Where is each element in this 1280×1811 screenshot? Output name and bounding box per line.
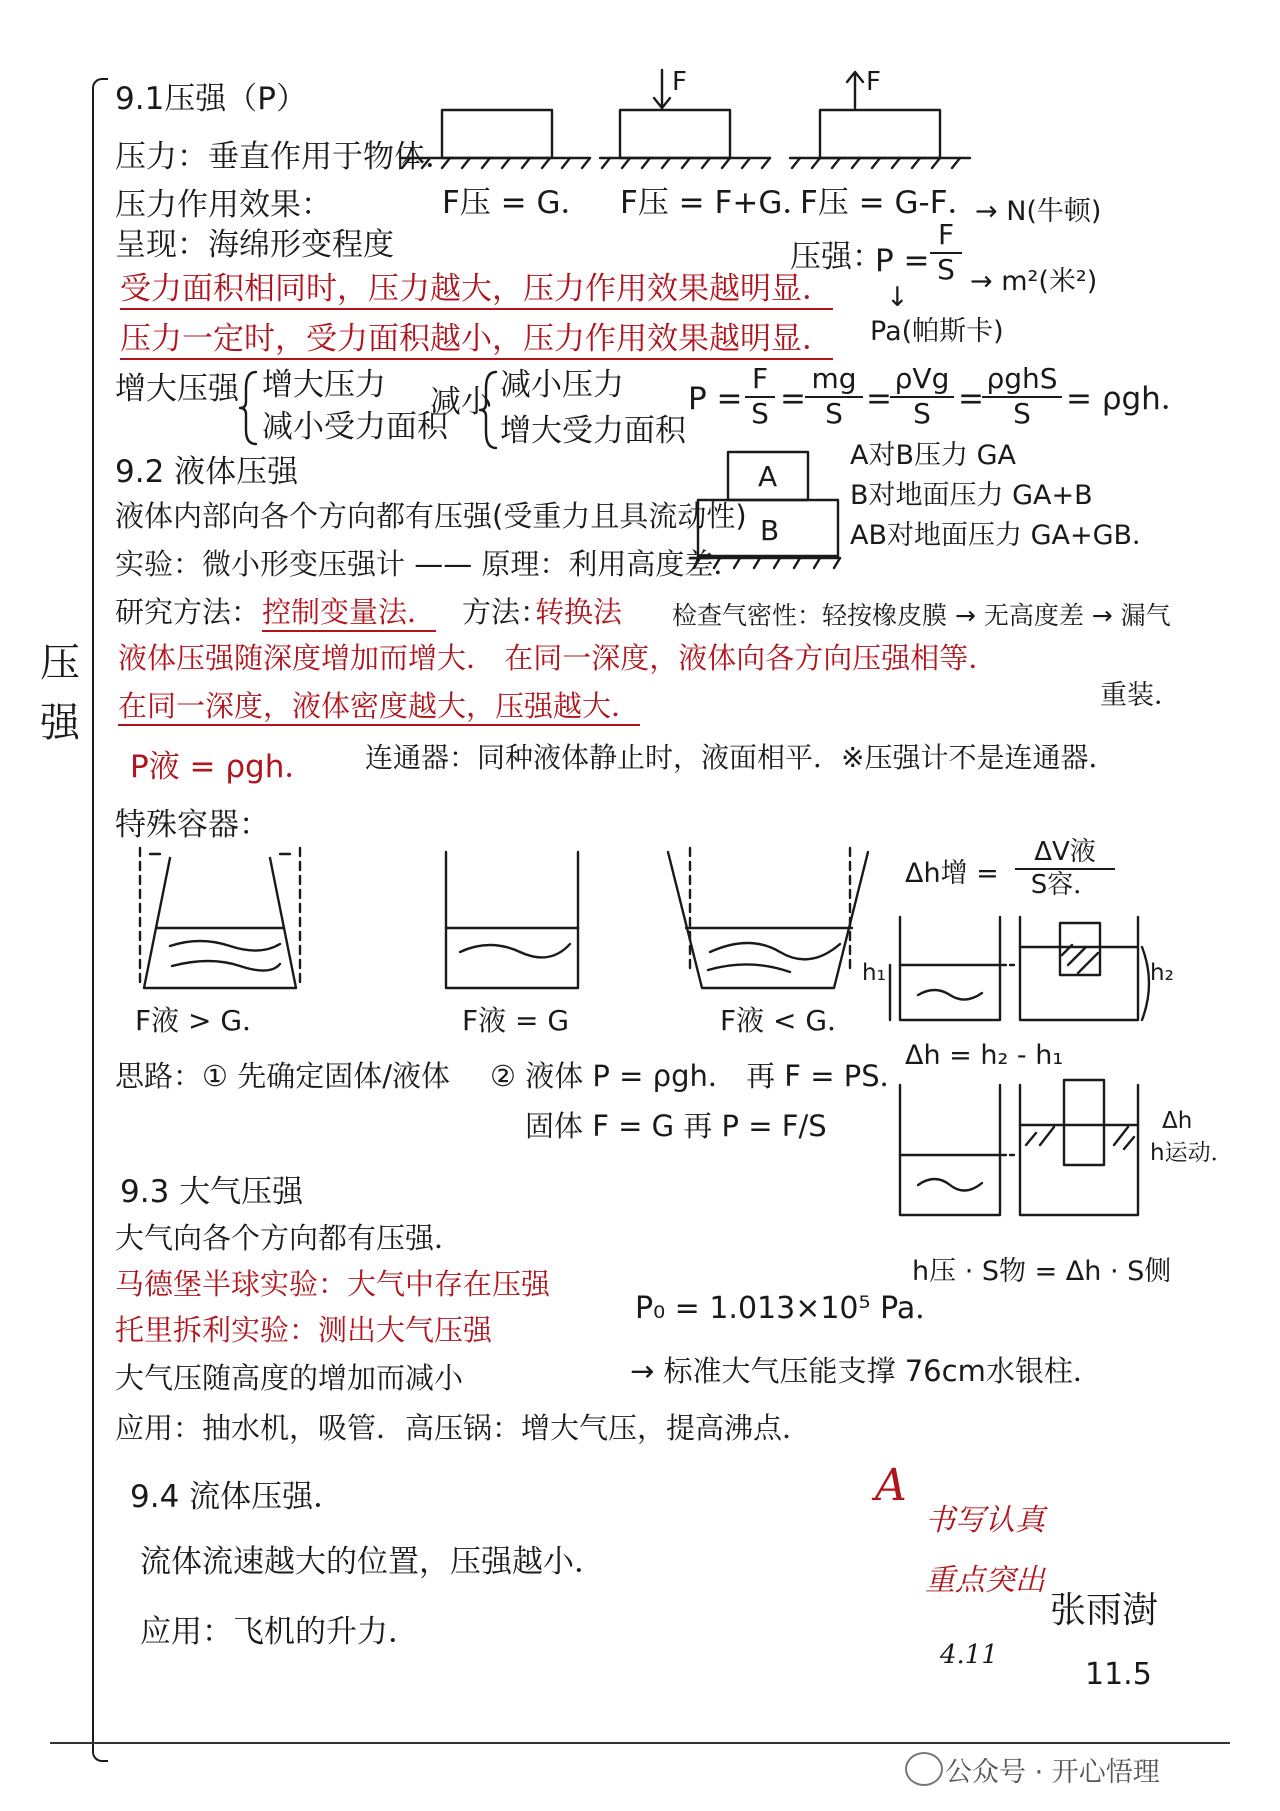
frac-den: S — [751, 396, 769, 430]
container-1-result: F液 > G． — [135, 1004, 271, 1037]
formula-frac-rghs-s — [982, 364, 1062, 430]
container-2-result: F液 = G — [462, 1004, 570, 1037]
frac-den: S — [825, 396, 843, 430]
pressure-effect-display: 呈现：海绵形变程度 — [115, 227, 394, 263]
watermark: 公众号 · 开心悟理 — [945, 1757, 1160, 1788]
ab-force-3: AB对地面压力 GA+GB． — [850, 520, 1160, 551]
special-container-title: 特殊容器： — [115, 807, 270, 843]
date-note: 11.5 — [1085, 1657, 1152, 1692]
airtightness-check: 检查气密性：轻按橡皮膜 → 无高度差 → 漏气 — [672, 601, 1171, 630]
pressure-def-label: 压强： — [790, 239, 883, 275]
thinking-step-1: 思路：① 先确定固体/液体 — [115, 1059, 450, 1093]
pressure-def-p: P = — [875, 243, 930, 279]
up-force-arrow — [847, 72, 863, 108]
conclusion-same-force — [120, 322, 833, 358]
frac-num: mg — [811, 362, 857, 395]
frac-num: ρVg — [894, 362, 950, 395]
frac-den: S — [913, 396, 931, 430]
unit-pascal: Pa(帕斯卡) — [870, 316, 1004, 347]
ab-force-1: A对B压力 GA — [850, 440, 1016, 471]
unit-arrow-down: ↓ — [886, 282, 909, 313]
block-a-label: A — [758, 460, 778, 493]
teacher-comment-2: 重点突出 — [925, 1563, 1045, 1598]
thinking-step-2: ② 液体 P = ρgh． 再 F = PS． — [490, 1059, 909, 1093]
reassemble-note: 重装． — [1100, 680, 1181, 711]
block-in-water-2 — [1064, 1080, 1104, 1165]
standard-pressure: P₀ = 1.013×10⁵ Pa． — [635, 1291, 946, 1326]
section-9-2-title: 9.2 液体压强 — [115, 454, 299, 490]
conclusion-same-force-text: 压力一定时，受力面积越小，压力作用效果越明显． — [120, 321, 833, 360]
control-variable-method — [262, 596, 436, 629]
decrease-brace — [480, 368, 500, 452]
conclusion-same-area-text: 受力面积相同时，压力越大，压力作用效果越明显． — [120, 271, 833, 310]
increase-method-2: 减小受力面积 — [262, 409, 448, 445]
down-force-arrow — [654, 70, 670, 108]
section-9-4-title: 9.4 流体压强． — [130, 1479, 345, 1515]
frac-num: F — [751, 362, 769, 395]
formula-frac-f-s — [745, 364, 775, 430]
student-name: 张雨澍 — [1050, 1590, 1159, 1631]
liquid-pressure-fact: 液体内部向各个方向都有压强(受重力且具流动性) — [115, 499, 747, 533]
liquid-pressure-formula: P液 = ρgh． — [130, 749, 316, 785]
up-force-label: F — [866, 67, 881, 97]
ground-hatch-3 — [792, 158, 960, 168]
frac-den: S容． — [1030, 869, 1100, 900]
ab-force-2: B对地面压力 GA+B — [850, 480, 1093, 511]
connected-vessel-note: 连通器：同种液体静止时，液面相平．※压强计不是连通器． — [365, 741, 1117, 774]
formula-tail: = ρgh． — [1066, 381, 1192, 417]
frac-num: ρghS — [986, 362, 1058, 395]
mercury-column: → 标准大气压能支撑 76cm水银柱． — [630, 1354, 1102, 1388]
block-3 — [820, 110, 940, 158]
h2-label: h₂ — [1150, 960, 1174, 986]
formula-eq-3: = — [958, 381, 984, 417]
fluid-pressure-fact: 流体流速越大的位置，压强越小． — [140, 1544, 605, 1580]
frac-den: S — [1013, 396, 1031, 430]
dh-final-equation: h压 · S物 = Δh · S侧 — [912, 1256, 1172, 1287]
increase-pressure-title: 增大压强 — [115, 371, 239, 407]
teacher-comment-1: 书写认真 — [925, 1503, 1045, 1538]
unit-square-meter: → m²(米²) — [970, 266, 1098, 297]
density-conclusion — [118, 690, 640, 723]
block-1 — [442, 110, 552, 158]
block-2 — [620, 110, 730, 158]
method-label: 研究方法： — [115, 595, 261, 629]
h-move-label: h运动． — [1150, 1140, 1234, 1166]
special-containers — [130, 848, 870, 998]
container-3 — [668, 852, 868, 988]
thinking-step-3: 固体 F = G 再 P = F/S — [525, 1109, 827, 1143]
formula-frac-rvg-s — [890, 364, 954, 430]
container-before — [900, 917, 1000, 1020]
block-b-label: B — [760, 514, 780, 547]
frac-num: ΔV液 — [1034, 837, 1096, 867]
unit-newton: → N(牛顿) — [975, 196, 1102, 227]
wechat-icon — [905, 1752, 943, 1786]
section-9-1-title: 9.1压强（P） — [115, 81, 307, 117]
ground-hatch-2 — [602, 158, 770, 168]
grade-mark: A — [875, 1460, 907, 1511]
frac-num: F — [937, 218, 955, 251]
dh-small-label: Δh — [1162, 1108, 1193, 1134]
fluid-application: 应用：飞机的升力． — [140, 1614, 419, 1650]
container-after-2 — [1020, 1085, 1138, 1215]
pressure-formula-lead: P = — [688, 381, 743, 417]
section-brace — [92, 78, 108, 1762]
container-after — [1020, 917, 1138, 1020]
dh-increase-frac — [1015, 838, 1115, 899]
ab-stack-diagram — [690, 448, 840, 572]
score-note: 4.11 — [940, 1640, 998, 1670]
atmosphere-fact: 大气向各个方向都有压强． — [115, 1221, 464, 1255]
decrease-method-2: 增大受力面积 — [500, 413, 686, 449]
control-variable-text: 控制变量法． — [262, 595, 436, 632]
density-conclusion-text: 在同一深度，液体密度越大，压强越大． — [118, 689, 640, 726]
increase-method-1: 增大压力 — [262, 367, 386, 403]
decrease-method-1: 减小压力 — [500, 367, 624, 403]
magdeburg-experiment: 马德堡半球实验：大气中存在压强 — [115, 1267, 551, 1301]
formula-eq-1: = — [780, 381, 806, 417]
h1-label: h₁ — [862, 960, 886, 986]
dh-equation: Δh = h₂ - h₁ — [905, 1040, 1064, 1071]
method2-label: 方法： — [462, 595, 550, 629]
frac-den: S — [937, 252, 955, 286]
force-result-3: F压 = G-F． — [800, 185, 979, 221]
pressure-force-definition: 压力：垂直作用于物体． — [115, 139, 456, 175]
side-title-char-2: 强 — [40, 700, 80, 746]
dh-increase-label: Δh增 = — [905, 858, 999, 889]
ground-hatch-1 — [402, 158, 590, 168]
force-result-2: F压 = F+G． — [620, 185, 814, 221]
formula-eq-2: = — [866, 381, 892, 417]
side-title-char-1: 压 — [40, 640, 80, 686]
pressure-def-frac — [930, 220, 962, 286]
pressure-effect-label: 压力作用效果： — [115, 187, 332, 223]
decrease-pressure-title: 减小 — [430, 384, 492, 420]
block-in-water-1 — [1060, 923, 1100, 975]
atmosphere-applications: 应用：抽水机，吸管．高压锅：增大气压，提高沸点． — [115, 1411, 812, 1445]
page-bottom-rule — [50, 1742, 1230, 1744]
down-force-label: F — [672, 67, 687, 97]
altitude-fact: 大气压随高度的增加而减小 — [115, 1361, 464, 1395]
force-diagrams — [400, 60, 1140, 170]
formula-frac-mg-s — [805, 364, 863, 430]
container-3-result: F液 < G． — [720, 1004, 856, 1037]
increase-brace — [240, 368, 260, 448]
experiment-line: 实验：微小形变压强计 —— 原理：利用高度差． — [115, 547, 743, 581]
section-9-3-title: 9.3 大气压强 — [120, 1174, 304, 1210]
torricelli-experiment: 托里拆利实验：测出大气压强 — [115, 1313, 493, 1347]
conclusion-same-area — [120, 272, 833, 308]
container-before-2 — [900, 1085, 1000, 1215]
container-2 — [446, 852, 578, 988]
conversion-method: 转换法 — [535, 595, 623, 629]
force-result-1: F压 = G． — [442, 185, 592, 221]
depth-conclusion: 液体压强随深度增加而增大． 在同一深度，液体向各方向压强相等． — [118, 641, 998, 675]
